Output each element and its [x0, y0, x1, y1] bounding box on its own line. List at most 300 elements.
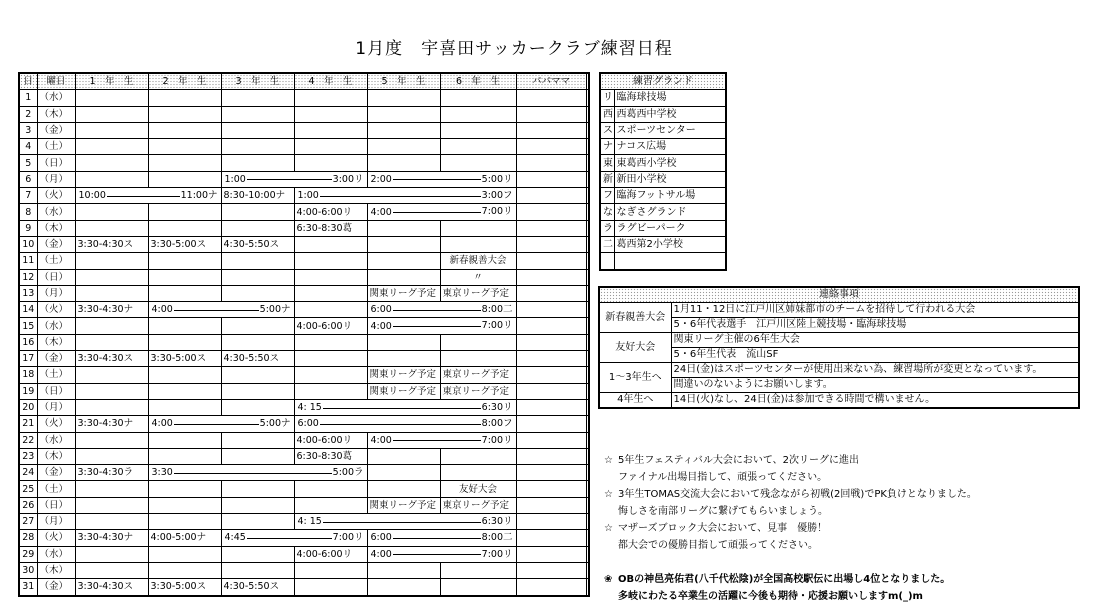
start-time: 6:00 — [370, 304, 392, 316]
weekday-cell: （火） — [37, 416, 75, 432]
contact-text: 5・6年代表選手 江戸川区陸上競技場・臨海球技場 — [671, 318, 1079, 333]
ground-abbr: ス — [600, 122, 614, 138]
weekday-cell: （水） — [37, 318, 75, 334]
practice-cell — [221, 106, 294, 122]
practice-cell — [221, 399, 294, 415]
practice-cell — [75, 399, 148, 415]
start-time: 1:00 — [297, 190, 319, 202]
practice-cell — [148, 334, 221, 350]
note-line — [604, 520, 977, 537]
parents-cell — [586, 530, 589, 546]
practice-cell — [221, 497, 294, 513]
schedule-header-cell: 2 年 生 — [148, 73, 221, 90]
practice-cell — [367, 236, 440, 252]
day-cell: 22 — [19, 432, 37, 448]
parents-cell — [586, 90, 589, 106]
practice-cell — [294, 383, 367, 399]
practice-cell — [221, 269, 294, 285]
practice-span-cell — [75, 188, 221, 204]
practice-cell — [221, 253, 294, 269]
practice-span-cell: 4:00-6:00リ — [294, 318, 367, 334]
schedule-header-row — [19, 73, 589, 90]
contact-text: 間違いのないようにお願いします。 — [671, 378, 1079, 393]
weekday-cell: （金） — [37, 122, 75, 138]
day-cell: 8 — [19, 204, 37, 220]
practice-cell: 3:30-4:30ナ — [75, 416, 148, 432]
parents-cell — [586, 383, 589, 399]
end-time: 8:00二 — [481, 532, 513, 544]
start-time: 4:00 — [370, 206, 392, 218]
practice-span-cell — [367, 318, 516, 334]
parents-cell — [586, 285, 589, 301]
weekday-cell: （日） — [37, 269, 75, 285]
practice-cell — [440, 579, 516, 596]
practice-cell — [75, 481, 148, 497]
ground-name: なぎさグランド — [614, 204, 726, 220]
end-time: 6:30リ — [481, 516, 513, 528]
practice-span-cell — [367, 171, 516, 187]
contact-row — [599, 318, 1079, 333]
ground-legend-row — [600, 155, 726, 171]
ground-abbr: 二 — [600, 236, 614, 252]
practice-cell — [75, 269, 148, 285]
time-range-line — [299, 424, 512, 425]
practice-cell — [516, 204, 586, 220]
start-time: 2:00 — [370, 173, 392, 185]
practice-cell — [75, 253, 148, 269]
practice-cell — [148, 220, 221, 236]
practice-cell — [148, 432, 221, 448]
weekday-cell: （水） — [37, 432, 75, 448]
practice-cell — [294, 155, 367, 171]
contact-row — [599, 363, 1079, 378]
practice-cell — [221, 367, 294, 383]
schedule-header-cell: 4 年 生 — [294, 73, 367, 90]
practice-cell — [221, 155, 294, 171]
weekday-cell: （金） — [37, 236, 75, 252]
parents-cell — [586, 546, 589, 562]
ground-abbr: な — [600, 204, 614, 220]
end-time: 7:00リ — [332, 532, 364, 544]
schedule-table — [18, 72, 590, 597]
day-cell: 15 — [19, 318, 37, 334]
parents-cell — [586, 497, 589, 513]
day-cell: 16 — [19, 334, 37, 350]
schedule-row — [19, 497, 589, 513]
ground-name: 葛西第2小学校 — [614, 236, 726, 252]
parents-cell — [586, 171, 589, 187]
practice-cell — [516, 122, 586, 138]
practice-cell — [516, 236, 586, 252]
practice-span-cell: 6:30-8:30葛 — [294, 220, 367, 236]
weekday-cell: （火） — [37, 530, 75, 546]
practice-cell: 3:30-4:30ス — [75, 236, 148, 252]
end-time: 7:00リ — [481, 434, 513, 446]
day-cell: 24 — [19, 465, 37, 481]
schedule-row — [19, 546, 589, 562]
ground-name: ラグビーパーク — [614, 220, 726, 236]
schedule-row — [19, 302, 589, 318]
note-text: 悔しさを南部リーグに繋げてもらいましょう。 — [618, 506, 828, 517]
day-cell: 29 — [19, 546, 37, 562]
note-spacer — [604, 588, 618, 605]
practice-cell — [516, 171, 586, 187]
contact-label: 1〜3年生へ — [599, 363, 671, 393]
weekday-cell: （土） — [37, 367, 75, 383]
practice-cell — [440, 220, 516, 236]
parents-cell — [586, 367, 589, 383]
ground-legend-row — [600, 90, 726, 106]
ground-legend-row — [600, 122, 726, 138]
weekday-cell: （木） — [37, 220, 75, 236]
schedule-header-cell: 1 年 生 — [75, 73, 148, 90]
schedule-row — [19, 334, 589, 350]
day-cell: 2 — [19, 106, 37, 122]
practice-cell — [75, 220, 148, 236]
start-time: 6:00 — [370, 532, 392, 544]
day-cell: 12 — [19, 269, 37, 285]
practice-cell — [516, 302, 586, 318]
practice-span-cell — [221, 171, 367, 187]
schedule-row — [19, 155, 589, 171]
practice-span-cell — [294, 514, 516, 530]
end-time: 3:00フ — [481, 190, 513, 202]
ground-abbr: リ — [600, 90, 614, 106]
contact-row — [599, 348, 1079, 363]
practice-cell — [367, 139, 440, 155]
parents-cell — [586, 302, 589, 318]
practice-cell: 友好大会 — [440, 481, 516, 497]
practice-cell — [516, 253, 586, 269]
practice-cell: 関東リーグ予定 — [367, 285, 440, 301]
practice-cell: 3:30-5:00ス — [148, 236, 221, 252]
practice-cell: 3:30-4:30ナ — [75, 530, 148, 546]
practice-cell: 3:30-5:00ス — [148, 579, 221, 596]
schedule-header-cell: 6 年 生 — [440, 73, 516, 90]
note-spacer — [604, 503, 618, 520]
practice-cell — [516, 188, 586, 204]
practice-cell — [440, 562, 516, 578]
practice-cell — [294, 334, 367, 350]
practice-cell — [440, 90, 516, 106]
day-cell: 20 — [19, 399, 37, 415]
schedule-header-cell: 日 — [19, 73, 37, 90]
practice-cell — [440, 334, 516, 350]
day-cell: 17 — [19, 351, 37, 367]
schedule-row — [19, 204, 589, 220]
schedule-row — [19, 383, 589, 399]
schedule-row — [19, 269, 589, 285]
practice-cell — [294, 579, 367, 596]
practice-cell — [148, 448, 221, 464]
contact-row — [599, 378, 1079, 393]
ground-abbr — [600, 253, 614, 270]
contact-label: 新春親善大会 — [599, 303, 671, 333]
practice-cell — [294, 285, 367, 301]
parents-cell — [586, 139, 589, 155]
practice-cell — [221, 334, 294, 350]
practice-cell — [516, 334, 586, 350]
day-cell: 11 — [19, 253, 37, 269]
contact-text: 14日(火)なし、24日(金)は参加できる時間で構いません。 — [671, 393, 1079, 409]
practice-cell — [516, 318, 586, 334]
practice-cell — [367, 90, 440, 106]
note-line — [604, 554, 977, 571]
practice-cell — [516, 416, 586, 432]
parents-cell — [586, 122, 589, 138]
schedule-row — [19, 514, 589, 530]
practice-cell — [148, 383, 221, 399]
parents-cell — [586, 220, 589, 236]
practice-cell — [221, 139, 294, 155]
end-time: 8:00二 — [481, 304, 513, 316]
practice-cell — [294, 351, 367, 367]
practice-cell — [367, 122, 440, 138]
start-time: 4:00 — [151, 418, 173, 430]
practice-cell — [221, 220, 294, 236]
practice-cell — [148, 204, 221, 220]
practice-cell — [148, 546, 221, 562]
day-cell: 9 — [19, 220, 37, 236]
parents-cell — [586, 155, 589, 171]
note-text — [618, 554, 621, 571]
parents-cell — [586, 399, 589, 415]
practice-cell — [221, 383, 294, 399]
practice-cell — [367, 465, 440, 481]
practice-cell — [367, 579, 440, 596]
parents-cell — [586, 465, 589, 481]
start-time: 4:00 — [370, 548, 392, 560]
contact-text: 5・6年生代表 流山SF — [671, 348, 1079, 363]
practice-cell: 4:30-5:50ス — [221, 351, 294, 367]
day-cell: 28 — [19, 530, 37, 546]
schedule-row — [19, 171, 589, 187]
practice-cell — [516, 497, 586, 513]
end-time: 8:00フ — [481, 418, 513, 430]
practice-cell — [294, 302, 367, 318]
practice-cell — [75, 285, 148, 301]
end-time: 7:00リ — [481, 206, 513, 218]
ground-legend-header: 練習グランド — [600, 73, 726, 90]
practice-cell — [440, 139, 516, 155]
weekday-cell: （木） — [37, 562, 75, 578]
star-icon: ☆ — [604, 523, 613, 534]
practice-cell — [440, 465, 516, 481]
practice-span-cell — [294, 399, 516, 415]
practice-cell: 3:30-4:30ス — [75, 579, 148, 596]
practice-span-cell: 8:30-10:00ナ — [221, 188, 294, 204]
schedule-row — [19, 448, 589, 464]
schedule-header-cell: パパママ — [516, 73, 586, 90]
ground-name: 臨海球技場 — [614, 90, 726, 106]
start-time: 3:30 — [151, 467, 173, 479]
ground-legend-row — [600, 220, 726, 236]
day-cell: 6 — [19, 171, 37, 187]
practice-cell — [148, 399, 221, 415]
parents-cell — [586, 188, 589, 204]
ground-abbr: ラ — [600, 220, 614, 236]
start-time: 4: 15 — [297, 402, 322, 414]
practice-span-cell: 4:00-6:00リ — [294, 432, 367, 448]
practice-cell — [75, 90, 148, 106]
practice-span-cell — [367, 204, 516, 220]
practice-cell — [516, 269, 586, 285]
practice-cell — [294, 139, 367, 155]
contact-table — [598, 286, 1080, 409]
note-spacer — [604, 537, 618, 554]
parents-cell — [586, 432, 589, 448]
practice-cell — [294, 253, 367, 269]
end-time: 5:00リ — [481, 173, 513, 185]
practice-cell — [516, 155, 586, 171]
parents-cell — [586, 269, 589, 285]
end-time: 6:30リ — [481, 401, 513, 413]
parents-cell — [586, 351, 589, 367]
practice-cell — [148, 269, 221, 285]
day-cell: 26 — [19, 497, 37, 513]
practice-span-cell — [367, 302, 516, 318]
practice-cell — [516, 579, 586, 596]
practice-cell: 3:30-4:30ラ — [75, 465, 148, 481]
time-range-line — [299, 196, 512, 197]
practice-cell — [367, 448, 440, 464]
weekday-cell: （月） — [37, 285, 75, 301]
parents-cell — [586, 562, 589, 578]
practice-cell — [294, 497, 367, 513]
practice-cell — [75, 497, 148, 513]
weekday-cell: （土） — [37, 481, 75, 497]
practice-cell — [440, 106, 516, 122]
note-spacer — [604, 554, 618, 571]
practice-cell — [148, 139, 221, 155]
start-time: 4: 15 — [297, 516, 322, 528]
schedule-row — [19, 318, 589, 334]
schedule-header-cell: 曜日 — [37, 73, 75, 90]
practice-cell — [440, 448, 516, 464]
practice-cell — [440, 351, 516, 367]
schedule-row — [19, 351, 589, 367]
start-time: 10:00 — [78, 190, 106, 202]
star-icon: ☆ — [604, 455, 613, 466]
end-time: 11:00ナ — [180, 190, 218, 202]
practice-cell: 東京リーグ予定 — [440, 383, 516, 399]
practice-cell — [516, 285, 586, 301]
end-time: 5:00ナ — [259, 418, 291, 430]
schedule-row — [19, 139, 589, 155]
practice-cell — [294, 367, 367, 383]
weekday-cell: （火） — [37, 302, 75, 318]
start-time: 4:45 — [224, 532, 246, 544]
parents-cell — [586, 253, 589, 269]
practice-cell — [516, 448, 586, 464]
ground-name: 臨海フットサル場 — [614, 188, 726, 204]
parents-cell — [586, 334, 589, 350]
ground-name: ナコス広場 — [614, 139, 726, 155]
practice-cell — [221, 90, 294, 106]
practice-span-cell — [367, 546, 516, 562]
practice-cell: 東京リーグ予定 — [440, 367, 516, 383]
ground-name: 西葛西中学校 — [614, 106, 726, 122]
ground-abbr: ナ — [600, 139, 614, 155]
practice-cell — [440, 155, 516, 171]
practice-span-cell — [367, 530, 516, 546]
schedule-row — [19, 432, 589, 448]
practice-cell — [148, 253, 221, 269]
schedule-row — [19, 285, 589, 301]
page-title: 1月度 宇喜田サッカークラブ練習日程 — [355, 39, 673, 59]
practice-cell — [148, 106, 221, 122]
schedule-header-cell: 5 年 生 — [367, 73, 440, 90]
note-text: ファイナル出場目指して、頑張ってください。 — [618, 472, 828, 483]
schedule-row — [19, 188, 589, 204]
end-time: 3:00リ — [332, 173, 364, 185]
weekday-cell: （火） — [37, 188, 75, 204]
practice-cell — [75, 448, 148, 464]
practice-cell — [75, 204, 148, 220]
parents-cell — [586, 106, 589, 122]
ground-abbr: 西 — [600, 106, 614, 122]
contact-header: 連絡事項 — [599, 287, 1079, 303]
practice-cell — [516, 530, 586, 546]
day-cell: 14 — [19, 302, 37, 318]
practice-cell — [367, 562, 440, 578]
practice-cell — [75, 106, 148, 122]
practice-cell: 東京リーグ予定 — [440, 285, 516, 301]
practice-cell: 4:00-5:00ナ — [148, 530, 221, 546]
practice-cell — [516, 514, 586, 530]
schedule-row — [19, 90, 589, 106]
practice-cell — [294, 481, 367, 497]
practice-cell — [516, 90, 586, 106]
practice-cell — [367, 253, 440, 269]
practice-cell — [516, 562, 586, 578]
parents-cell — [586, 318, 589, 334]
practice-cell — [221, 122, 294, 138]
practice-cell: 〃 — [440, 269, 516, 285]
practice-cell — [148, 481, 221, 497]
practice-cell: 3:30-4:30ス — [75, 351, 148, 367]
practice-cell — [221, 432, 294, 448]
parents-cell — [586, 579, 589, 596]
practice-span-cell — [294, 188, 516, 204]
practice-cell — [75, 122, 148, 138]
weekday-cell: （月） — [37, 171, 75, 187]
schedule-row — [19, 416, 589, 432]
schedule-row — [19, 106, 589, 122]
practice-cell — [294, 106, 367, 122]
practice-cell — [75, 383, 148, 399]
star-icon: ☆ — [604, 489, 613, 500]
weekday-cell: （土） — [37, 139, 75, 155]
note-line — [604, 588, 977, 605]
notes-section — [604, 452, 977, 605]
ground-abbr: フ — [600, 188, 614, 204]
schedule-row — [19, 481, 589, 497]
practice-cell — [367, 220, 440, 236]
practice-cell — [516, 481, 586, 497]
practice-cell — [148, 171, 221, 187]
practice-cell — [148, 318, 221, 334]
schedule-row — [19, 530, 589, 546]
practice-cell — [367, 269, 440, 285]
practice-cell — [367, 106, 440, 122]
day-cell: 19 — [19, 383, 37, 399]
end-time: 5:00ラ — [332, 467, 364, 479]
practice-cell — [516, 106, 586, 122]
ground-name: 東葛西小学校 — [614, 155, 726, 171]
practice-cell — [367, 351, 440, 367]
time-range-line — [299, 522, 512, 523]
